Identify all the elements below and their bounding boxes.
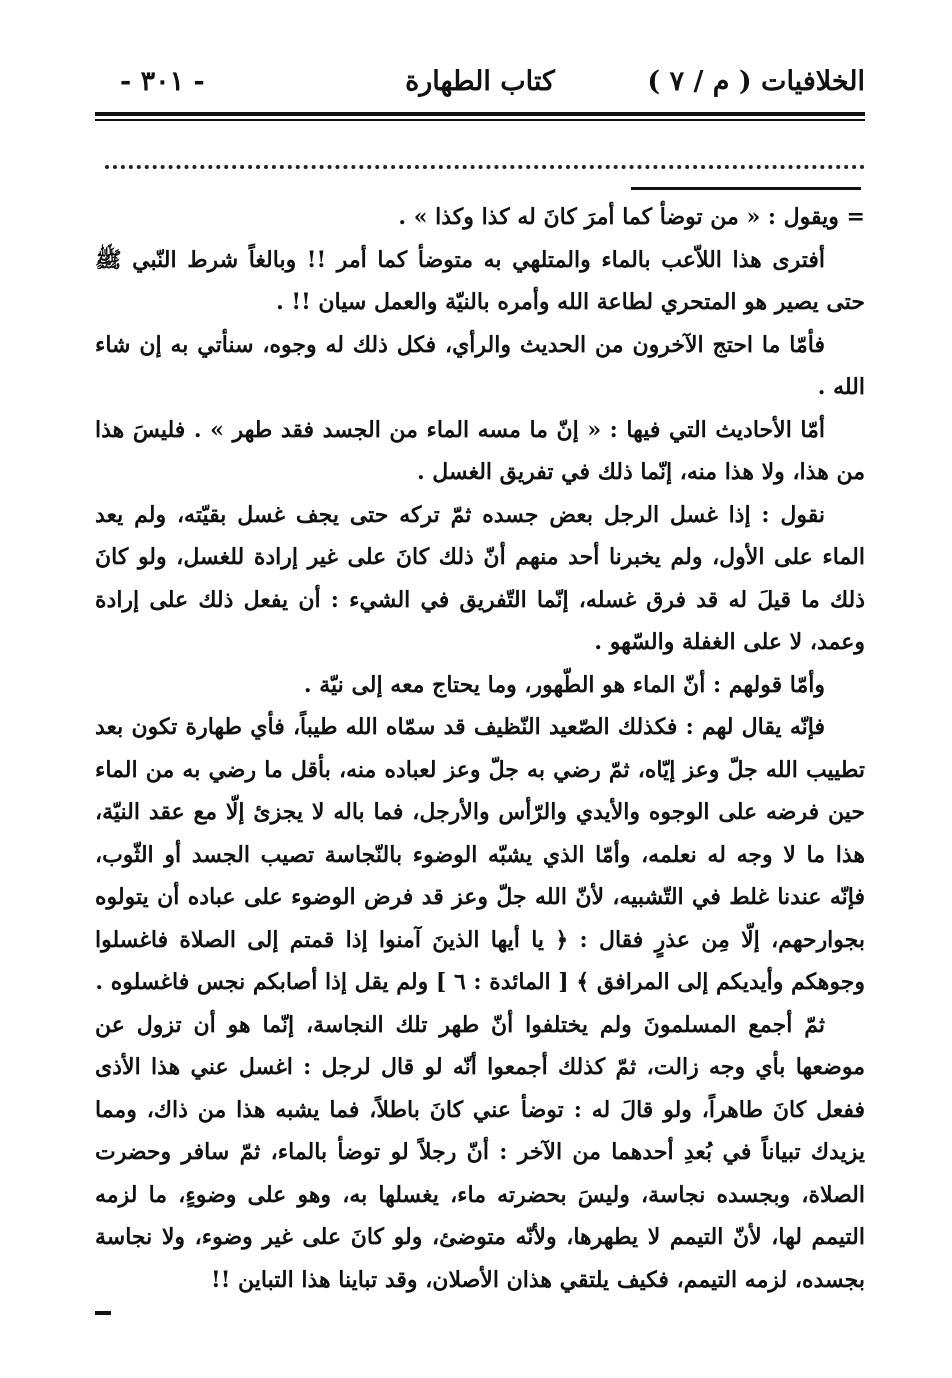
document-page xyxy=(95,60,865,1315)
book-title: الخلافيات ( م / ٧ ) xyxy=(647,66,865,97)
header-rule-thick xyxy=(95,112,865,116)
paragraph-3: فأمّا ما احتج الآخرون من الحديث والرأي، فكل ذلك له وجوه، سنأتي به إن شاء الله . xyxy=(95,331,865,400)
paragraph-8: ثمّ أجمع المسلمونَ ولم يختلفوا أنّ طهر تلك النجاسة، إنّما هو أن تزول عن موضعها بأي وجه زالت، ثمّ كذلك أجمعوا أنّه لو قال لرجل : اغسل عني هذا الأذى ففعل كانَ طاهراً، ولو قالَ له : توضأ عني كانَ باطلاً، فما يشبه هذا من ذاك، ومما يزيدك تبياناً في بُعدِ أحدهما من الآخر : أنّ رجلاً لو توضأ بالماء، ثمّ سافر وحضرت الصلاة، وبجسده نجاسة، وليسَ بحضرته ماء، يغسلها به، وهو على وضوءٍ، ما لزمه التيمم لها، لأنّ التيمم لا يطهرها، ولأنّه متوضئ، ولو كانَ على غير وضوء، ولا نجاسة بجسده، لزمه التيمم، فكيف يلتقي هذان الأصلان، وقد تباينا هذا التباين !! xyxy=(95,1011,865,1293)
paragraph-1: = ويقول : « من توضأ كما أمرَ كانَ له كذا وكذا » . xyxy=(398,204,865,230)
paragraph-6: وأمّا قولهم : أنّ الماء هو الطّهور، وما يحتاج معه إلى نيّة . xyxy=(303,671,825,698)
paragraph-5: نقول : إذا غسل الرجل بعض جسده ثمّ تركه حتى يجف غسل بقيّته، ولم يعد الماء على الأول، ولم يخبرنا أحد منهم أنّ ذلك كانَ على غير إرادة للغسل، ولو كانَ ذلك ما قيلَ له قد فرق غسله، إنّما التّفريق في الشيء : أن يفعل ذلك على إرادة وعمد، لا على الغفلة والسّهو . xyxy=(95,501,865,655)
body-text xyxy=(95,196,865,1301)
header-rule-thin xyxy=(95,119,865,121)
page-header xyxy=(95,60,865,108)
continuation-mark xyxy=(95,1311,111,1315)
dotted-separator xyxy=(105,149,865,169)
chapter-title: كتاب الطهارة xyxy=(405,66,555,97)
paragraph-2: أفترى هذا اللاّعب بالماء والمتلهي به متوضأ كما أمر !! وبالغاً شرط النّبي ﷺ حتى يصير هو المتحري لطاعة الله وأمره بالنيّة والعمل سيان !! . xyxy=(95,246,865,315)
page-number: - ٣٠١ - xyxy=(120,66,205,97)
paragraph-7: فإنّه يقال لهم : فكذلك الصّعيد النّظيف قد سمّاه الله طيباً، فأي طهارة تكون بعد تطييب الله جلّ وعز إيّاه، ثمّ رضي به جلّ وعز لعباده منه، بأقل ما رضي به من الماء حين فرضه على الوجوه والأيدي والرّأس والأرجل، فما باله لا يجزئ إلّا مع عقد النيّة، هذا ما لا وجه له نعلمه، وأمّا الذي يشبّه الوضوء بالنّجاسة تصيب الجسد أو الثّوب، فإنّه عندنا غلط في التّشبيه، لأنّ الله جلّ وعز قد فرض الوضوء على عباده أن يتولوه بجوارحهم، إلّا مِن عذرٍ فقال : ﴿ يا أيها الذينَ آمنوا إذا قمتم إلى الصلاة فاغسلوا وجوهكم وأيديكم إلى المرافق ﴾ [ المائدة : ٦ ] ولم يقل إذا أصابكم نجس فاغسلوه . xyxy=(95,714,865,995)
paragraph-4: أمّا الأحاديث التي فيها : « إنّ ما مسه الماء من الجسد فقد طهر » . فليسَ هذا من هذا، ولا هذا منه، إنّما ذلك في تفريق الغسل . xyxy=(95,416,865,485)
footnote-rule xyxy=(631,187,861,190)
